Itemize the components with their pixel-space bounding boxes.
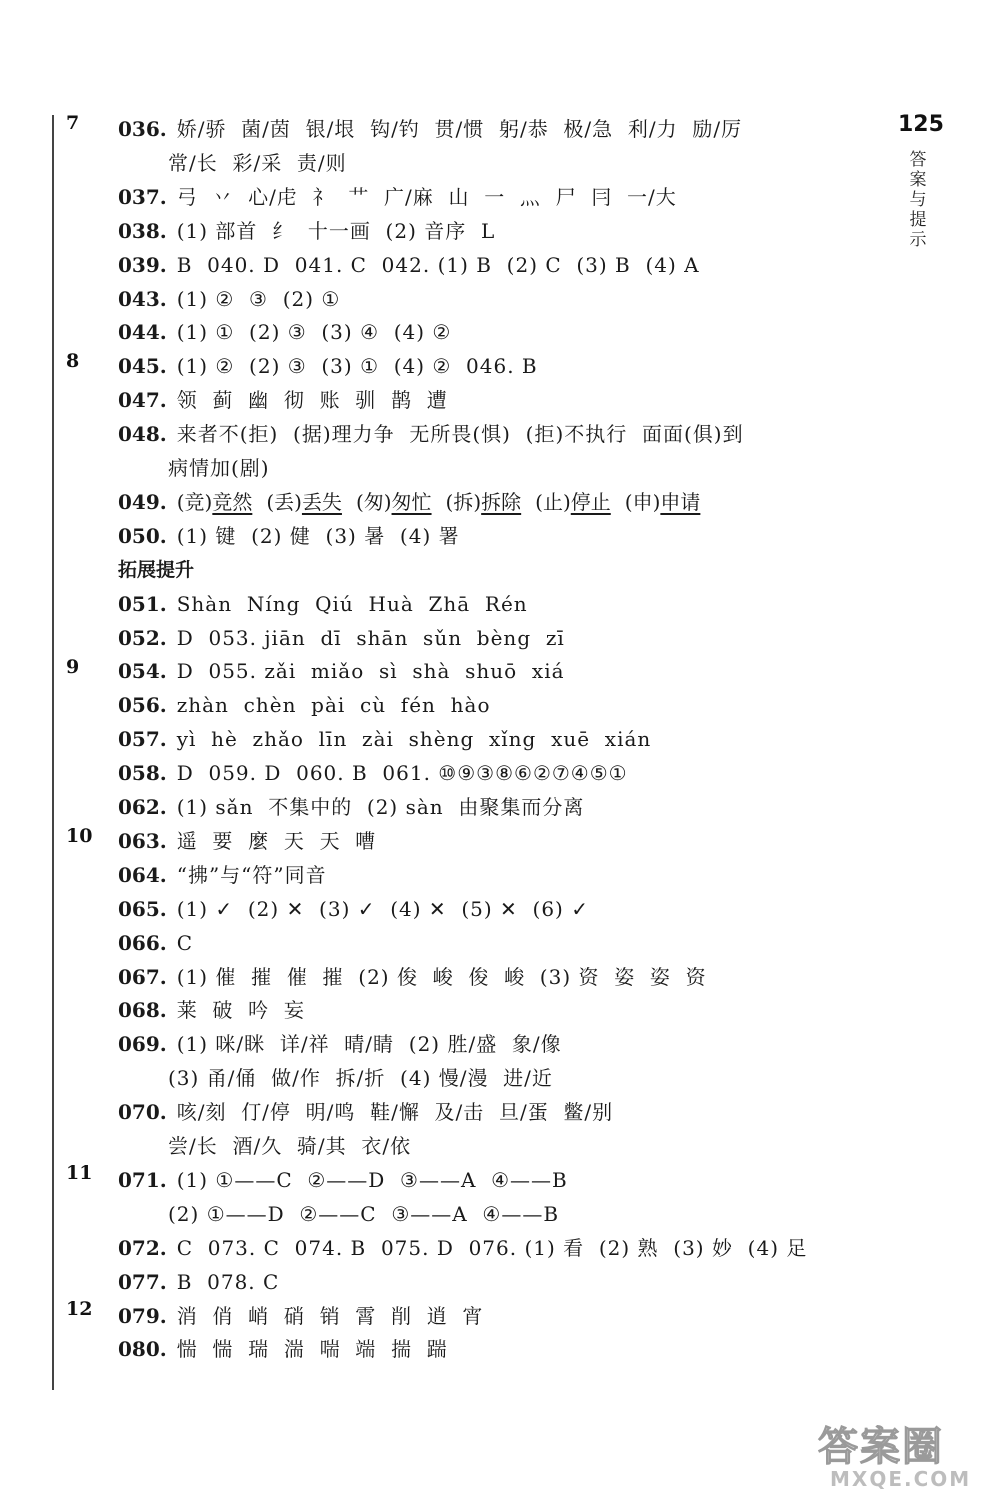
answer-text: 遥 要 麼 天 天 嘈 [176,829,377,853]
answer-line [118,216,495,246]
answer-text: D 055. zǎi miǎo sì shà shuō xiá [176,659,565,683]
answer-line [118,182,677,212]
answer-text: (1) 催 摧 催 摧 (2) 俊 峻 俊 峻 (3) 资 姿 姿 资 [176,965,707,989]
answer-line [118,284,340,314]
answer-text: 娇/骄 菌/茵 银/垠 钩/钓 贯/惯 躬/恭 极/急 利/力 励/厉 [176,117,743,141]
answer-item [535,490,611,514]
answer-line [118,250,700,280]
answer-line [118,521,460,551]
question-number: 058. [118,761,167,785]
question-number: 062. [118,795,167,819]
question-number: 080. [118,1337,167,1361]
answer-line [118,928,193,958]
answer-line [118,1267,279,1297]
answer-text: (1) ② (2) ③ (3) ① (4) ② 046. B [176,354,538,378]
answer-text: 病情加(剧) [168,456,270,480]
question-number: 045. [118,354,167,378]
question-number: 065. [118,897,167,921]
answer-word: 丢失 [301,490,342,514]
answer-line [118,1301,483,1331]
answer-line [118,690,490,720]
answer-item [356,490,432,514]
answer-text: (1) 键 (2) 健 (3) 暑 (4) 署 [176,524,460,548]
page-marker: 8 [66,350,80,372]
answer-line [168,1131,411,1161]
answer-item [446,490,522,514]
question-number: 043. [118,287,167,311]
answer-line [118,792,584,822]
answer-text: D 053. jiān dī shān sǔn bèng zī [176,626,565,650]
answer-line [118,487,714,517]
question-number: 079. [118,1304,167,1328]
answer-line [118,758,628,788]
question-number: 067. [118,965,167,989]
page-marker: 7 [66,112,80,134]
answer-hint: (丢) [266,490,302,514]
answer-word: 竞然 [212,490,253,514]
answer-line [118,351,538,381]
question-number: 036. [118,117,167,141]
answer-line [118,995,305,1025]
answer-text: (3) 甬/俑 做/作 拆/折 (4) 慢/漫 进/近 [168,1066,553,1090]
answer-text: (1) ② ③ (2) ① [176,287,341,311]
answer-line [118,1165,568,1195]
answer-text: 莱 破 吟 妄 [176,998,305,1022]
answer-text: (1) ✓ (2) ✕ (3) ✓ (4) ✕ (5) ✕ (6) ✓ [176,897,589,921]
question-number: 038. [118,219,167,243]
answer-text: 尝/长 酒/久 骑/其 衣/依 [168,1134,412,1158]
answer-text: C 073. C 074. B 075. D 076. (1) 看 (2) 熟 (3) 妙 (4) 足 [176,1236,808,1260]
answer-text: (1) 部首 纟 十一画 (2) 音序 L [176,219,496,243]
side-label: 答案与提示 [909,150,927,250]
answer-text: 弓 丷 心/虍 礻 艹 广/麻 山 一 灬 尸 冃 一/大 [176,185,677,209]
answer-hint: (拆) [445,490,482,514]
answer-text: 常/长 彩/采 责/则 [168,151,347,175]
answer-line [168,1199,559,1229]
answer-line [118,317,451,347]
question-number: 069. [118,1032,167,1056]
answer-text: 来者不(拒) (据)理力争 无所畏(惧) (拒)不执行 面面(俱)到 [176,422,744,446]
answer-line [118,385,448,415]
question-number: 050. [118,524,167,548]
page-marker: 10 [66,825,93,847]
answer-line [118,1029,562,1059]
answer-text: Shàn Níng Qiú Huà Zhā Rén [176,592,528,616]
page-number: 125 [898,112,944,137]
answer-text: (1) ①——C ②——D ③——A ④——B [176,1168,568,1192]
page-marker: 9 [66,656,80,678]
answer-line [118,419,744,449]
question-number: 048. [118,422,167,446]
answer-line [168,453,270,483]
answer-line [118,724,651,754]
answer-hint: (申) [624,490,661,514]
answer-hint: (止) [535,490,571,514]
question-number: 068. [118,998,167,1022]
answer-text: B 040. D 041. C 042. (1) B (2) C (3) B (4) A [176,253,700,277]
page-marker: 11 [66,1162,93,1184]
answer-line [168,1063,553,1093]
answer-word: 申请 [660,490,701,514]
answer-text: B 078. C [176,1270,280,1294]
answer-text: (1) sǎn 不集中的 (2) sàn 由聚集而分离 [176,795,585,819]
answer-text: 咳/刻 仃/停 明/鸣 鞋/懈 及/击 旦/蛋 鳖/别 [176,1100,614,1124]
question-number: 066. [118,931,167,955]
question-number: 070. [118,1100,167,1124]
question-number: 049. [118,490,167,514]
question-number: 044. [118,320,167,344]
answer-item [266,490,342,514]
watermark-title: 答案圈 [818,1424,944,1470]
question-number: 051. [118,592,167,616]
page-marker: 12 [66,1298,93,1320]
answer-word: 停止 [570,490,611,514]
answer-line [118,623,565,653]
answer-text: D 059. D 060. B 061. ⑩⑨③⑧⑥②⑦④⑤① [176,761,628,785]
answer-line [168,148,347,178]
answer-line [118,860,327,890]
answer-text: 惴 惴 瑞 湍 喘 端 揣 踹 [176,1337,448,1361]
answer-line [118,656,565,686]
section-heading: 拓展提升 [118,559,195,581]
question-number: 037. [118,185,167,209]
question-number: 071. [118,1168,167,1192]
left-margin-rule [52,115,54,1390]
answer-text: “拂”与“符”同音 [176,863,327,887]
question-number: 054. [118,659,167,683]
answer-line [118,114,742,144]
answer-text: (1) 咪/眯 详/祥 晴/睛 (2) 胜/盛 象/像 [176,1032,562,1056]
question-number: 057. [118,727,167,751]
watermark-logo [800,1415,990,1495]
answer-line [118,1233,807,1263]
answer-word: 拆除 [481,490,522,514]
answer-item [625,490,701,514]
answer-text: 领 蓟 幽 彻 账 驯 鹊 遭 [176,388,448,412]
answer-text: C [176,931,194,955]
question-number: 056. [118,693,167,717]
answer-word: 匆忙 [391,490,432,514]
answer-line [118,962,707,992]
answer-line [118,589,528,619]
answer-hint: (竞) [176,490,213,514]
question-number: 072. [118,1236,167,1260]
answer-text: (2) ①——D ②——C ③——A ④——B [168,1202,560,1226]
question-number: 039. [118,253,167,277]
answer-line [118,1097,613,1127]
answer-hint: (匆) [355,490,392,514]
question-number: 064. [118,863,167,887]
question-number: 052. [118,626,167,650]
answer-text: yì hè zhǎo līn zài shèng xǐng xuē xián [176,727,652,751]
answer-text: zhàn chèn pài cù fén hào [176,693,491,717]
answer-line [118,1334,448,1364]
answer-line [118,826,376,856]
question-number: 063. [118,829,167,853]
watermark-url: MXQE.COM [830,1467,972,1491]
answer-text: 消 俏 峭 硝 销 霄 削 逍 宵 [176,1304,484,1328]
answer-text: (1) ① (2) ③ (3) ④ (4) ② [176,320,452,344]
answer-line [118,894,589,924]
question-number: 077. [118,1270,167,1294]
answer-item [177,490,253,514]
question-number: 047. [118,388,167,412]
